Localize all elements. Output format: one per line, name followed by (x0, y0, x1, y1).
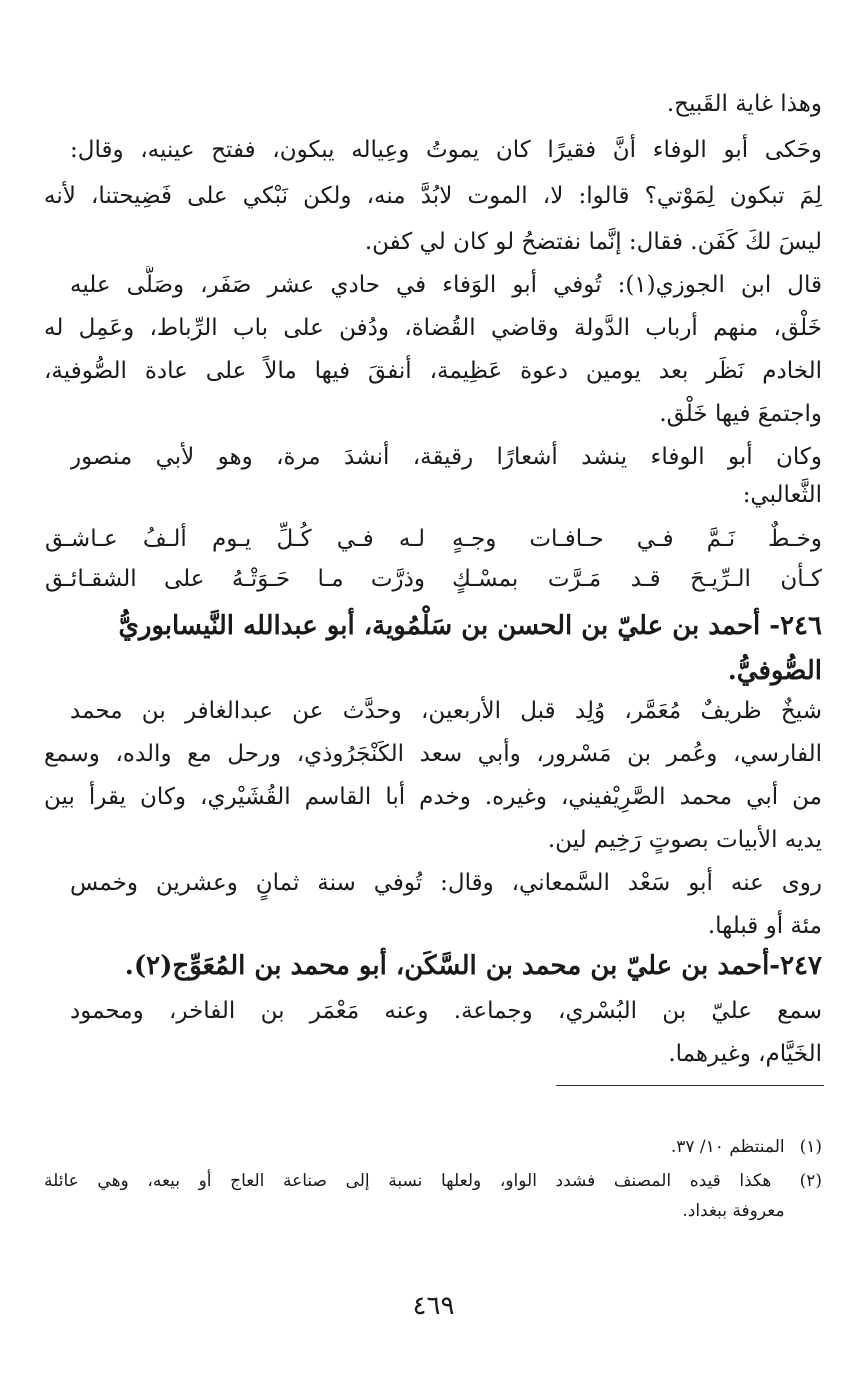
footnote-text: المنتظم ١٠/ ٣٧. (670, 1137, 785, 1157)
text-line: لِمَ تبكون لِمَوْتي؟ قالوا: لا، الموت لابُدَّ منه، ولكن نَبْكي على فَضِيحتنا، لأنه (44, 183, 822, 209)
footnote-text: هكذا قيده المصنف فشدد الواو، ولعلها نسبة إلى صناعة العاج أو بيعه، وهي عائلة (44, 1171, 772, 1191)
footnote-number: (٢) (799, 1171, 822, 1191)
footnote-text: معروفة ببغداد. (682, 1201, 785, 1221)
footnote-separator (556, 1085, 824, 1086)
text-line: وحَكى أبو الوفاء أنَّ فقيرًا كان يموتُ وعِياله يبكون، ففتح عينيه، وقال: (70, 137, 822, 163)
text-line: الخادم نَظَر بعد يومين دعوة عَظِيمة، أنفقَ فيها مالاً على عادة الصُّوفية، (44, 358, 822, 384)
text-line: قال ابن الجوزي(١): تُوفي أبو الوَفاء في حادي عشر صَفَر، وصَلَّى عليه (70, 272, 822, 298)
text-line: وكان أبو الوفاء ينشد أشعارًا رقيقة، أنشدَ مرة، وهو لأبي منصور (70, 444, 822, 470)
text-line: وهذا غاية القَبيح. (666, 91, 822, 117)
entry-heading: الصُّوفيُّ. (727, 656, 822, 686)
footnote (44, 1197, 822, 1225)
text-line: شيخٌ ظريفٌ مُعَمَّر، وُلِد قبل الأربعين، وحدَّث عن عبدالغافر بن محمد (70, 698, 822, 724)
text-line: الفارسي، وعُمر بن مَسْرور، وأبي سعد الكَنْجَرُوذي، ورحل مع والده، وسمع (44, 741, 822, 767)
text-line: خَلْق، منهم أرباب الدَّولة وقاضي القُضاة، ودُفن على باب الرِّباط، وعَمِل له (44, 315, 822, 341)
text-line: واجتمعَ فيها خَلْق. (659, 401, 822, 427)
text-line: روى عنه أبو سَعْد السَّمعاني، وقال: تُوفي سنة ثمانٍ وعشرين وخمس (70, 870, 822, 896)
page-number: ٤٦٩ (412, 1291, 455, 1321)
text-line: ليسَ لكَ كَفَن. فقال: إنَّما نفتضحُ لو كان لي كفن. (364, 229, 822, 255)
text-line: من أبي محمد الصَّرِيْفيني، وغيره. وخدم أبا القاسم القُشَيْري، وكان يقرأ بين (44, 784, 822, 810)
text-line: الثَّعالبي: (742, 482, 822, 508)
text-line: سمع عليّ بن البُسْري، وجماعة. وعنه مَعْمَر بن الفاخر، ومحمود (70, 998, 822, 1024)
verse-second-hemistich: لـه فـي كُـلِّ يـوم ألـفُ عـاشـق (45, 526, 425, 552)
entry-heading: ٢٤٦- أحمد بن عليّ بن الحسن بن سَلْمُوية، أبو عبدالله النَّيسابوريُّ (118, 611, 822, 641)
footnote (44, 1167, 822, 1195)
verse-first-hemistich: كـأن الـرِّيـحَ قـد مَـرَّت بمسْـكٍ (452, 566, 822, 592)
verse-second-hemistich: وذرَّت مـا حَـوَتْـهُ على الشقـائـق (45, 566, 425, 592)
verse-first-hemistich: وخـطٌ نَـمَّ فـي حـافـات وجـهٍ (452, 526, 822, 552)
footnote (44, 1133, 822, 1161)
text-line: الخَيَّام، وغيرهما. (668, 1041, 822, 1067)
text-line: مئة أو قبلها. (707, 913, 822, 939)
footnote-number: (١) (799, 1137, 822, 1157)
entry-heading: ٢٤٧-أحمد بن عليّ بن محمد بن السَّكَن، أبو محمد بن المُعَوِّج(٢). (124, 951, 822, 981)
text-line: يديه الأبيات بصوتٍ رَخِيم لين. (547, 827, 822, 853)
